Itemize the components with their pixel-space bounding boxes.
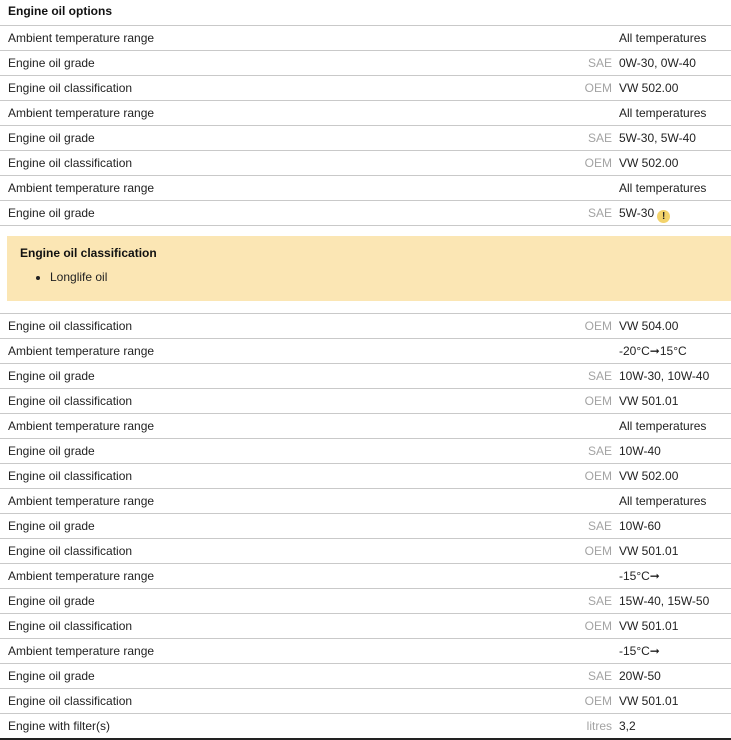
row-value: [619, 489, 706, 513]
row-label: Ambient temperature range: [8, 494, 155, 508]
row-value-text: VW 502.00: [619, 81, 679, 95]
row-value: [619, 101, 706, 125]
row-value-text: -15°C➞: [619, 644, 660, 658]
row-label: Ambient temperature range: [8, 644, 155, 658]
row-value: [619, 151, 678, 175]
row-value: [619, 639, 660, 663]
row-label: Ambient temperature range: [8, 31, 155, 45]
row-label: Engine oil classification: [8, 694, 133, 708]
table-row: [0, 664, 731, 689]
table-row: [0, 514, 731, 539]
table-row: [0, 539, 731, 564]
table-row: [0, 589, 731, 614]
row-label: Engine oil grade: [8, 206, 95, 220]
row-unit: OEM: [584, 81, 612, 95]
row-value-text: -15°C➞: [619, 569, 660, 583]
notice-title: Engine oil classification: [20, 246, 157, 260]
row-value: [619, 314, 678, 338]
row-value-text: VW 501.01: [619, 694, 679, 708]
table-row: [0, 126, 731, 151]
table-row: [0, 26, 731, 51]
warning-icon[interactable]: !: [657, 210, 670, 223]
row-label: Engine oil classification: [8, 469, 133, 483]
row-label: Engine oil grade: [8, 369, 95, 383]
row-label: Engine oil classification: [8, 544, 133, 558]
row-value-text: 3,2: [619, 719, 636, 733]
row-label: Engine oil grade: [8, 131, 95, 145]
table-row: [0, 464, 731, 489]
row-value: [619, 339, 687, 363]
table-row: [0, 389, 731, 414]
table-row: [0, 101, 731, 126]
row-value-text: All temperatures: [619, 419, 707, 433]
row-label: Engine oil grade: [8, 444, 95, 458]
row-value: [619, 126, 696, 150]
row-unit: SAE: [587, 669, 612, 683]
table-row: [0, 489, 731, 514]
row-unit: SAE: [587, 444, 612, 458]
row-value: [619, 414, 706, 438]
row-value-text: All temperatures: [619, 181, 707, 195]
table-row: [0, 314, 731, 339]
row-value-text: 0W-30, 0W-40: [619, 56, 696, 70]
table-row: [0, 151, 731, 176]
table-row: [0, 614, 731, 639]
row-unit: OEM: [584, 319, 612, 333]
row-value: [619, 439, 661, 463]
table-row: [0, 201, 731, 226]
table-row: [0, 364, 731, 389]
row-value-text: 10W-30, 10W-40: [619, 369, 710, 383]
row-value-text: 15W-40, 15W-50: [619, 594, 710, 608]
row-value: [619, 664, 661, 688]
row-value-text: VW 501.01: [619, 394, 679, 408]
row-value: [619, 176, 706, 200]
table-row: [0, 714, 731, 739]
row-label: Engine oil classification: [8, 156, 133, 170]
section-title: Engine oil options: [0, 0, 731, 26]
row-value-text: VW 502.00: [619, 469, 679, 483]
row-unit: OEM: [584, 694, 612, 708]
row-unit: OEM: [584, 156, 612, 170]
row-value-text: All temperatures: [619, 31, 707, 45]
row-label: Ambient temperature range: [8, 344, 155, 358]
row-value-text: VW 504.00: [619, 319, 679, 333]
row-value-text: VW 501.01: [619, 544, 679, 558]
notice-list-item: • Longlife oil: [50, 269, 731, 285]
row-label: Engine oil grade: [8, 594, 95, 608]
row-value-text: 10W-60: [619, 519, 661, 533]
oil-classification-notice: [7, 236, 731, 301]
row-value: [619, 464, 678, 488]
row-value: [619, 514, 661, 538]
row-label: Engine oil classification: [8, 81, 133, 95]
row-value-text: -20°C➞15°C: [619, 344, 687, 358]
row-label: Engine oil classification: [8, 619, 133, 633]
table-row: [0, 689, 731, 714]
row-label: Engine oil grade: [8, 519, 95, 533]
row-value: [619, 201, 670, 225]
table-row: [0, 564, 731, 589]
table-row: [0, 176, 731, 201]
row-label: Engine oil grade: [8, 56, 95, 70]
row-unit: litres: [586, 719, 612, 733]
row-value: [619, 364, 709, 388]
row-value-text: All temperatures: [619, 106, 707, 120]
row-value: [619, 714, 636, 738]
table-row: [0, 639, 731, 664]
table-row: [0, 51, 731, 76]
row-value: [619, 26, 706, 50]
row-value-text: 10W-40: [619, 444, 661, 458]
row-value: [619, 76, 678, 100]
row-unit: SAE: [587, 594, 612, 608]
row-unit: OEM: [584, 544, 612, 558]
row-value: [619, 689, 678, 713]
row-unit: OEM: [584, 619, 612, 633]
row-value-text: All temperatures: [619, 494, 707, 508]
row-label: Engine with filter(s): [8, 719, 111, 733]
row-label: Ambient temperature range: [8, 419, 155, 433]
table-row: [0, 439, 731, 464]
table-row: [0, 414, 731, 439]
row-value: [619, 564, 660, 588]
table-row: [0, 339, 731, 364]
row-label: Ambient temperature range: [8, 569, 155, 583]
row-value: [619, 389, 678, 413]
row-value-text: 5W-30, 5W-40: [619, 131, 696, 145]
oil-options-list-top: [0, 26, 731, 226]
row-unit: SAE: [587, 519, 612, 533]
row-unit: OEM: [584, 469, 612, 483]
row-value: [619, 589, 709, 613]
row-value-text: 5W-30: [619, 206, 655, 220]
row-unit: SAE: [587, 206, 612, 220]
row-label: Engine oil classification: [8, 319, 133, 333]
row-value-text: VW 501.01: [619, 619, 679, 633]
row-label: Engine oil grade: [8, 669, 95, 683]
row-value: [619, 539, 678, 563]
row-value-text: 20W-50: [619, 669, 661, 683]
row-unit: SAE: [587, 131, 612, 145]
oil-options-list-bottom: [0, 314, 731, 739]
row-value: [619, 51, 696, 75]
row-unit: SAE: [587, 56, 612, 70]
notice-list: [20, 269, 731, 285]
row-label: Ambient temperature range: [8, 181, 155, 195]
row-unit: SAE: [587, 369, 612, 383]
table-row: [0, 76, 731, 101]
row-value: [619, 614, 678, 638]
row-value-text: VW 502.00: [619, 156, 679, 170]
row-unit: OEM: [584, 394, 612, 408]
notice-bottom-spacer: [0, 301, 731, 314]
row-label: Engine oil classification: [8, 394, 133, 408]
notice-spacer: [0, 226, 731, 236]
row-label: Ambient temperature range: [8, 106, 155, 120]
